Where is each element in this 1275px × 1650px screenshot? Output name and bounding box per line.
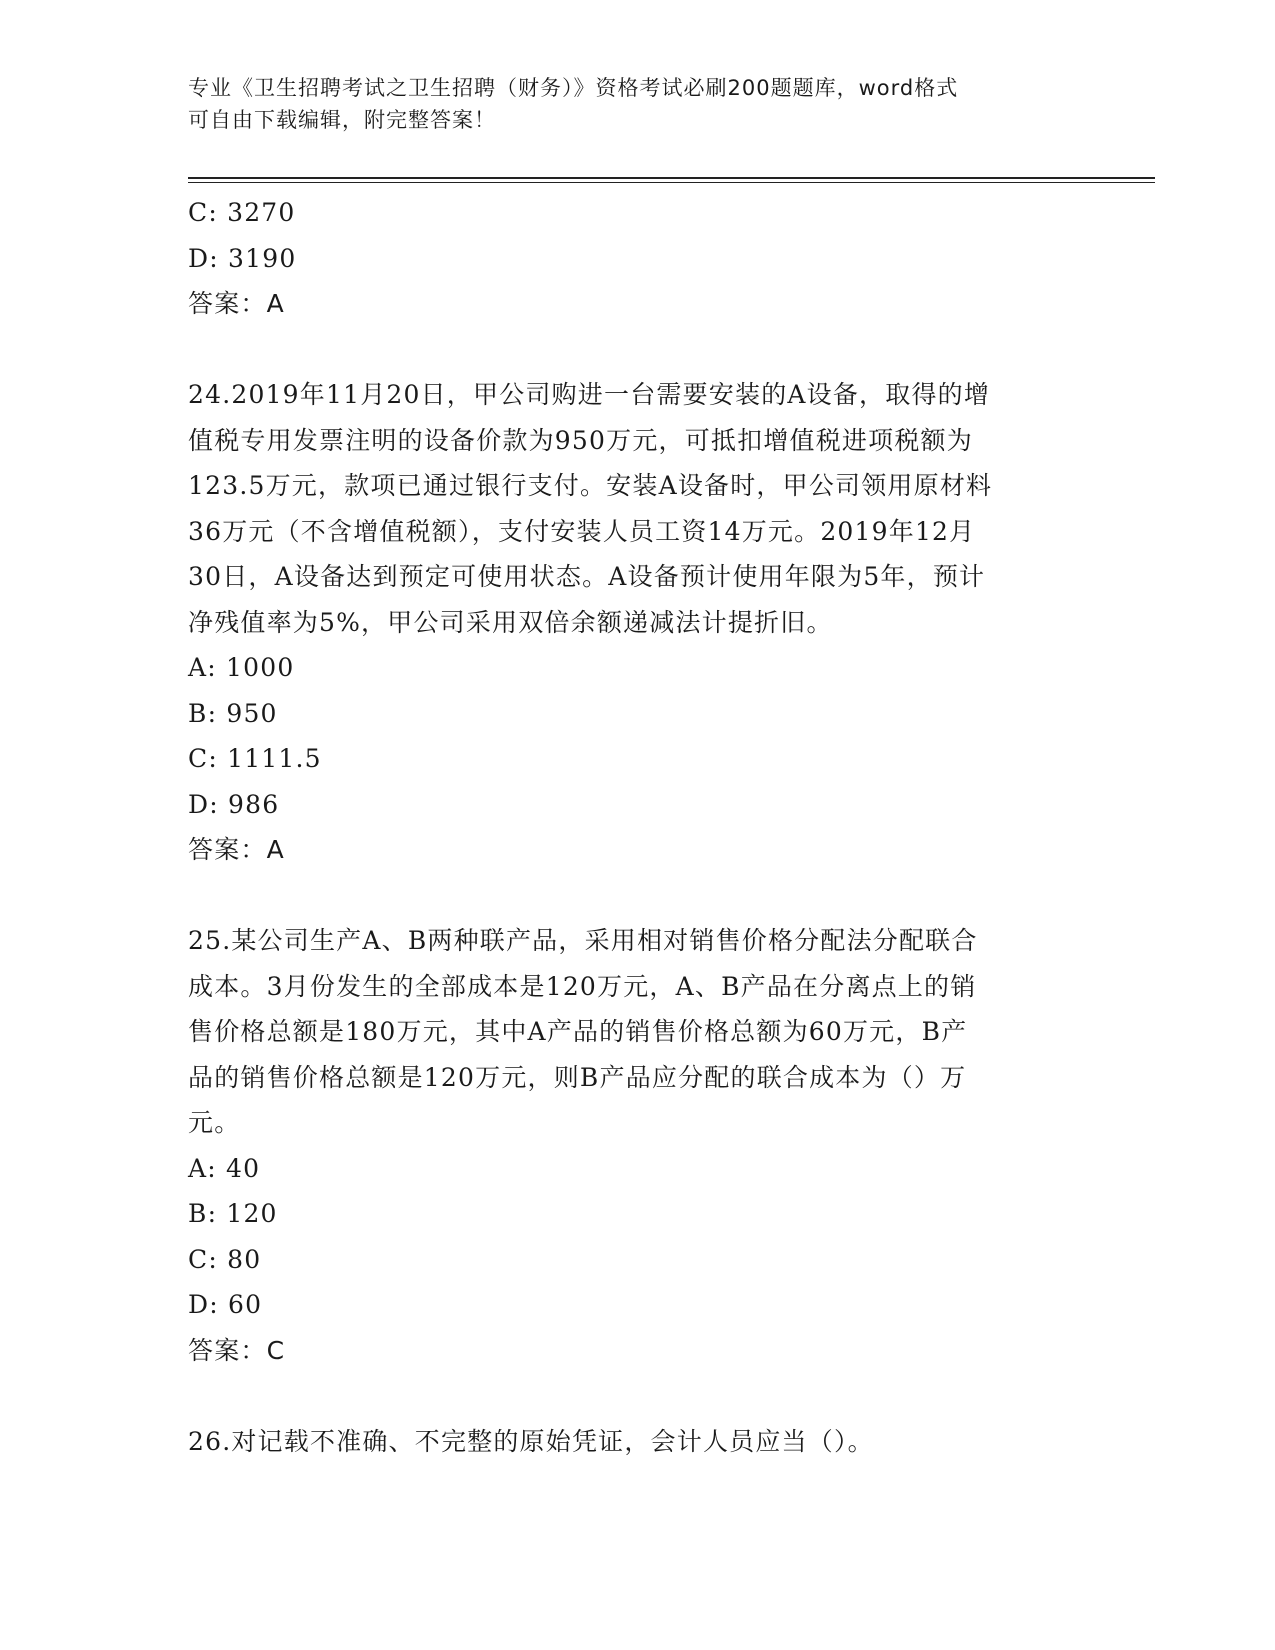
spacer	[188, 1373, 1088, 1419]
question-25	[188, 918, 1088, 1373]
option-c: C: 3270	[188, 198, 296, 227]
question-text-line: 123.5万元，款项已通过银行支付。安装A设备时，甲公司领用原材料	[188, 471, 993, 500]
answer-label: 答案：A	[188, 835, 285, 864]
question-26	[188, 1419, 1088, 1465]
header-line-1: 专业《卫生招聘考试之卫生招聘（财务）》资格考试必刷200题题库，word格式	[188, 76, 959, 100]
question-24	[188, 372, 1088, 873]
option-d: D: 60	[188, 1290, 263, 1319]
document-header	[188, 72, 1068, 136]
answer-label: 答案：C	[188, 1335, 286, 1365]
question-text-line: 元。	[188, 1108, 241, 1137]
question-text-line: 24.2019年11月20日，甲公司购进一台需要安装的A设备，取得的增	[188, 380, 991, 409]
spacer	[188, 873, 1088, 919]
option-b: B: 950	[188, 698, 278, 728]
question-text-line: 25.某公司生产A、B两种联产品，采用相对销售价格分配法分配联合	[188, 926, 978, 955]
spacer	[188, 327, 1088, 373]
option-b: B: 120	[188, 1199, 278, 1228]
question-text-line: 值税专用发票注明的设备价款为950万元，可抵扣增值税进项税额为	[188, 425, 973, 455]
option-a: A: 1000	[188, 653, 295, 682]
option-c: C: 1111.5	[188, 744, 322, 773]
question-text-line: 26.对记载不准确、不完整的原始凭证，会计人员应当（）。	[188, 1426, 874, 1456]
header-line-2: 可自由下载编辑，附完整答案！	[188, 108, 496, 132]
option-d: D: 3190	[188, 243, 297, 273]
question-text-line: 30日，A设备达到预定可使用状态。A设备预计使用年限为5年，预计	[188, 562, 986, 591]
question-text-line: 净残值率为5%，甲公司采用双倍余额递减法计提折旧。	[188, 607, 833, 637]
answer-label: 答案：A	[188, 289, 285, 318]
document-body	[188, 190, 1088, 1464]
question-text-line: 成本。3月份发生的全部成本是120万元，A、B产品在分离点上的销	[188, 971, 977, 1001]
header-rule-thin	[188, 182, 1155, 183]
option-d: D: 986	[188, 789, 280, 819]
question-23-tail	[188, 190, 1088, 327]
question-text-line: 售价格总额是180万元，其中A产品的销售价格总额为60万元，B产	[188, 1017, 968, 1046]
question-text-line: 品的销售价格总额是120万元，则B产品应分配的联合成本为（）万	[188, 1062, 967, 1092]
header-rule-thick	[188, 177, 1155, 179]
option-a: A: 40	[188, 1153, 261, 1183]
question-text-line: 36万元（不含增值税额），支付安装人员工资14万元。2019年12月	[188, 516, 976, 546]
option-c: C: 80	[188, 1244, 262, 1274]
